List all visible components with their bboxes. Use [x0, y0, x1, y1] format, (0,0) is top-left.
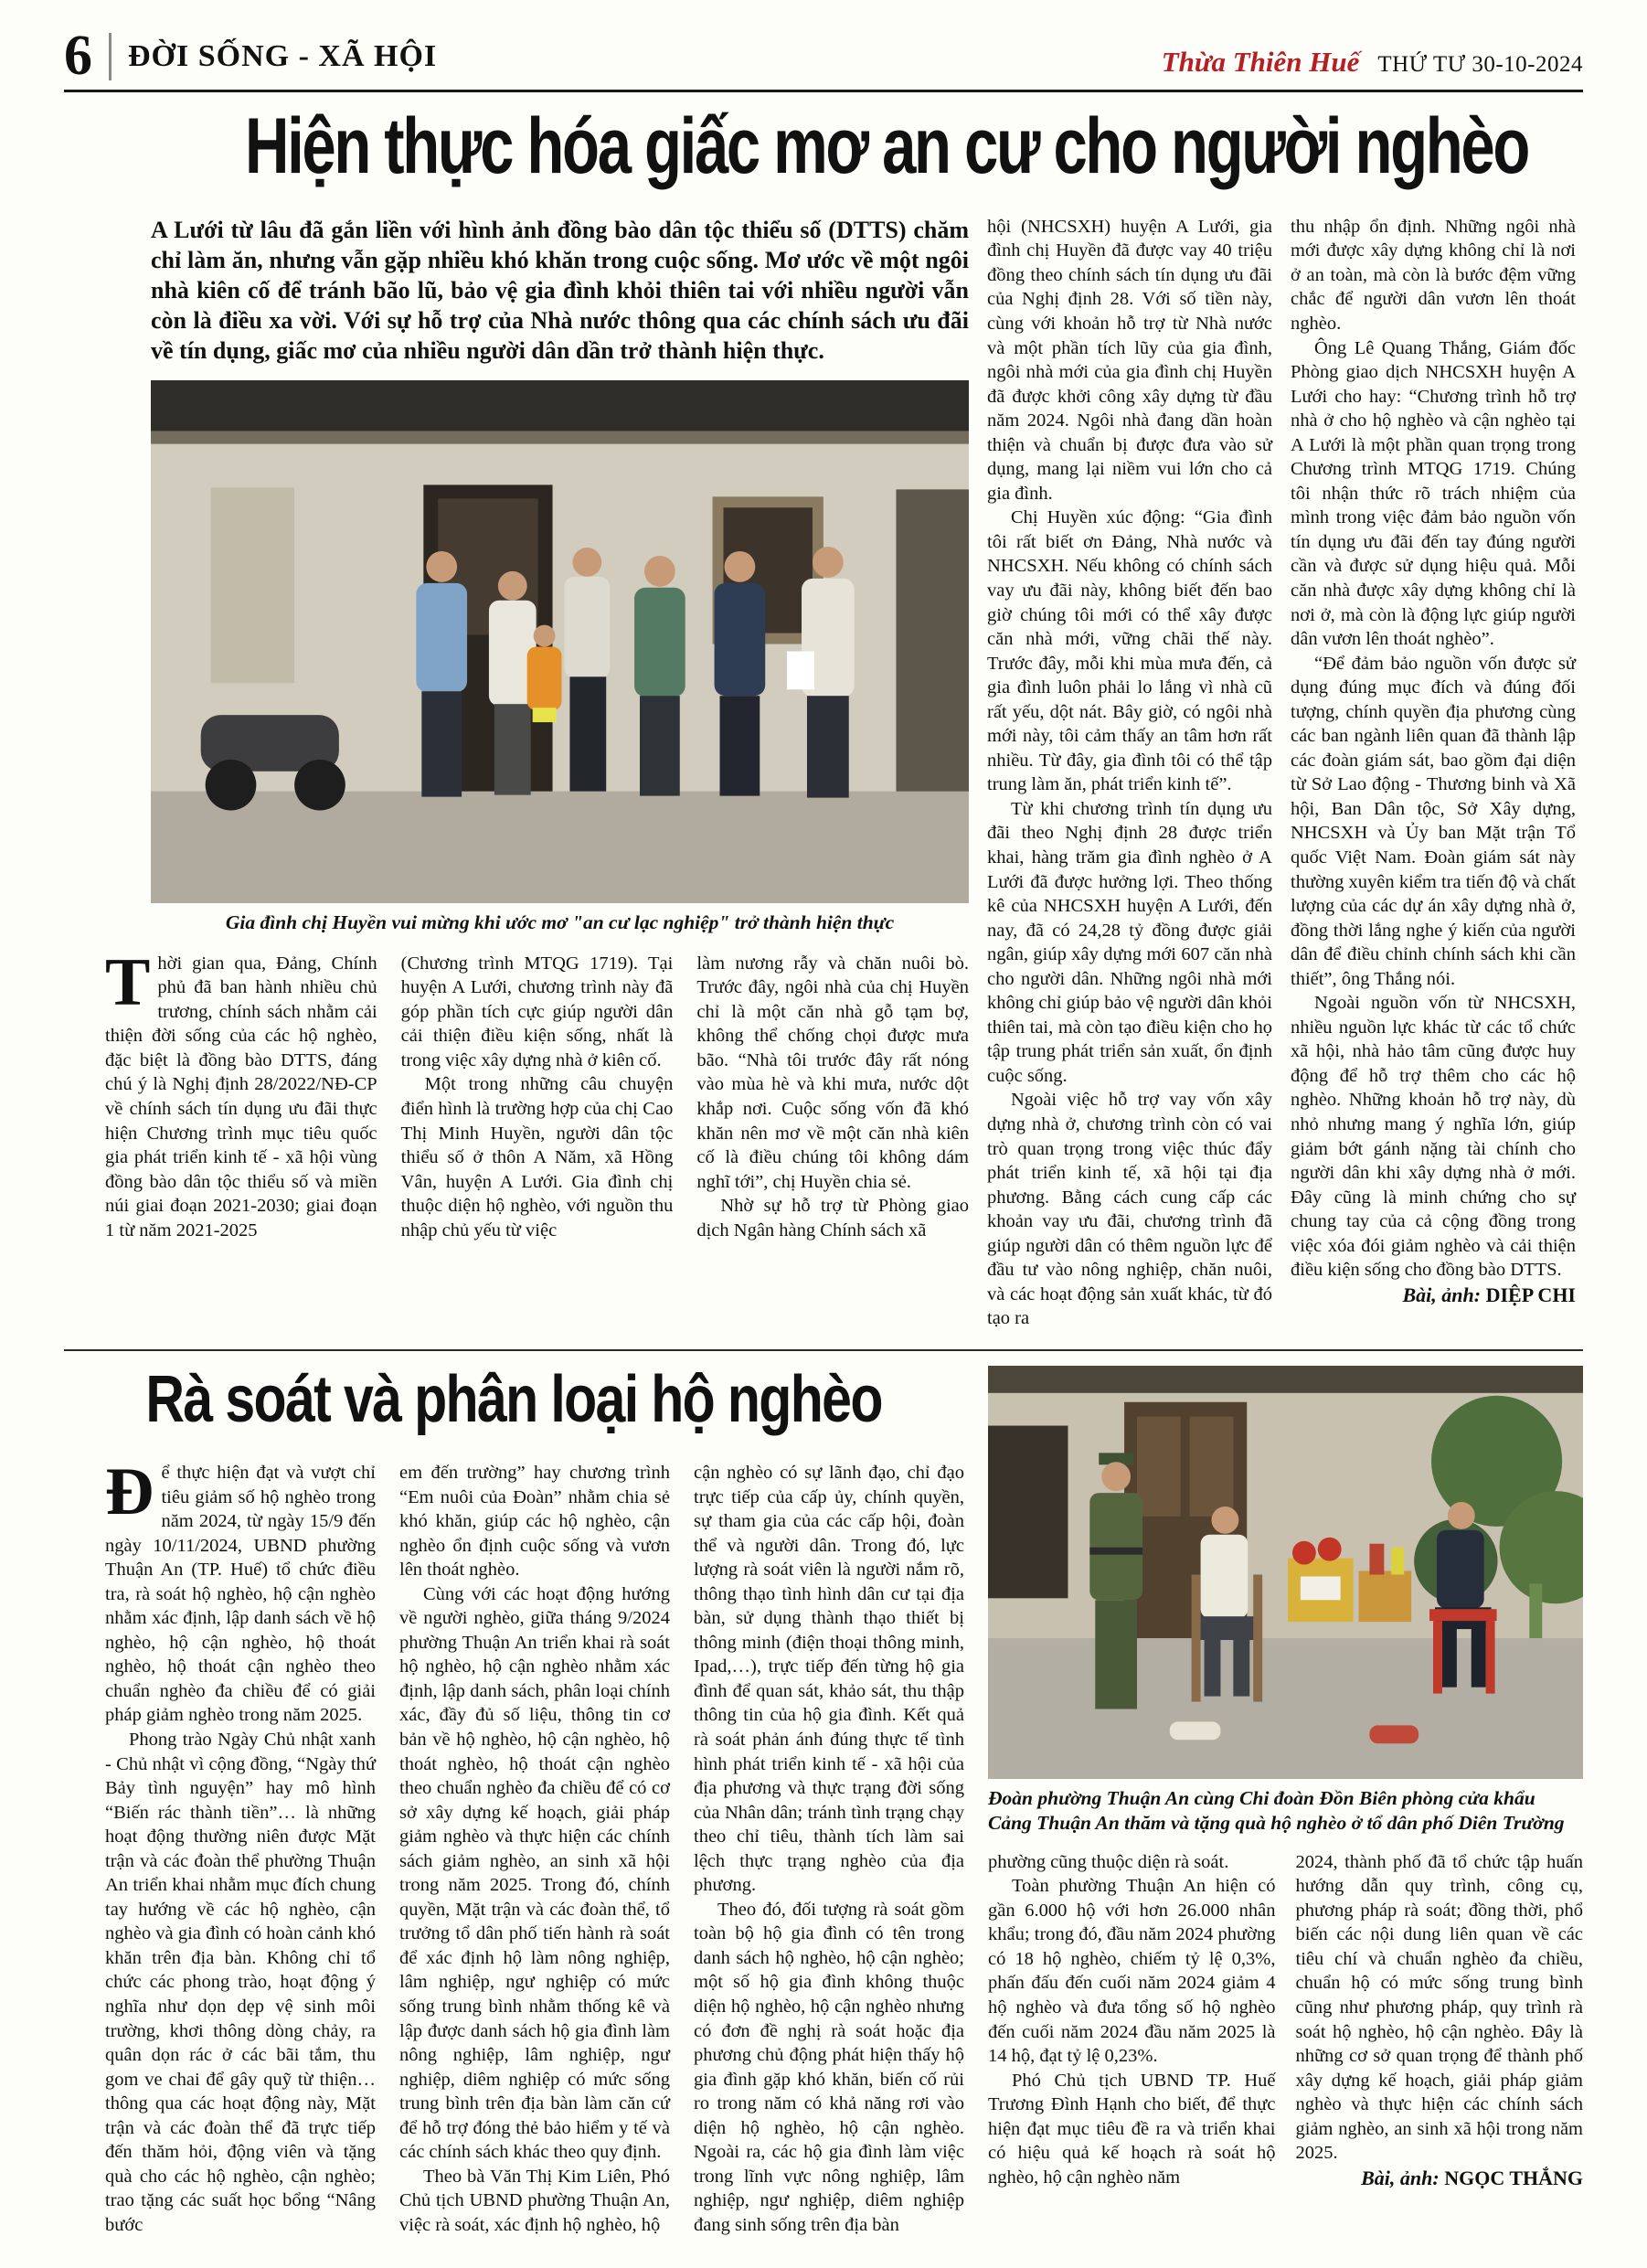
article1-byline-name: DIỆP CHI [1485, 1283, 1576, 1306]
paragraph: Nhờ sự hỗ trợ từ Phòng giao dịch Ngân hàng Chính sách xã [696, 1196, 970, 1240]
article2-byline-label: Bài, ảnh: [1361, 2166, 1440, 2189]
article1-column-b [401, 952, 674, 1243]
article2-body [64, 1362, 1583, 2238]
paragraph: hội (NHCSXH) huyện A Lưới, gia đình chị Huyền đã được vay 40 triệu đồng theo chính sách tín dụng ưu đãi của Nghị định 28. Với số tiền này, cùng với khoản hỗ trợ từ Nhà nước và một phần tích lũy của gia đình, ngôi nhà mới của gia đình chị Huyền đã được khởi công xây dựng từ đầu năm 2024. Ngôi nhà đang dần hoàn thiện và chuẩn bị được đưa vào sử dụng, mang lại niềm vui lớn cho cả gia đình. [987, 216, 1272, 504]
article1-column-c [696, 952, 969, 1243]
newspaper-brand: Thừa Thiên Huế [1161, 45, 1360, 78]
paragraph: Phó Chủ tịch UBND TP. Huế Trương Đình Hạnh cho biết, để thực hiện đạt mục tiêu đề ra và triển khai có hiệu quả kế hoạch rà soát hộ nghèo, hộ cận nghèo năm [988, 2070, 1276, 2188]
article1-column-c-text [696, 952, 969, 1243]
article2-column-b [399, 1461, 670, 2238]
paragraph: em đến trường” hay chương trình “Em nuôi của Đoàn” nhằm chia sẻ khó khăn, giúp các hộ nghèo, cận nghèo ổn định cuộc sống và vươn lên thoát nghèo. [399, 1462, 670, 1581]
paragraph: Một trong những câu chuyện điển hình là trường hợp của chị Cao Thị Minh Huyền, người dân tộc thiểu số ở thôn A Năm, xã Hồng Vân, huyện A Lưới. Gia đình chị thuộc diện hộ nghèo, với nguồn thu nhập chủ yếu từ việc [400, 1074, 674, 1240]
article1-column-a-text: hời gian qua, Đảng, Chính phủ đã ban hành nhiều chủ trương, chính sách nhằm cải thiện đời sống của các hộ nghèo, đặc biệt là đồng bào DTTS, đáng chú ý là Nghị định 28/2022/NĐ-CP về chính sách tín dụng ưu đãi thực hiện Chương trình mục tiêu quốc gia phát triển kinh tế - xã hội vùng đồng bào dân tộc thiểu số và miền núi giai đoạn 2021-2030; giai đoạn 1 từ năm 2021-2025 [105, 953, 377, 1240]
paragraph: Ngoài việc hỗ trợ vay vốn xây dựng nhà ở, chương trình còn có vai trò quan trọng trong việc thúc đẩy phát triển kinh tế, xã hội tại địa phương. Bằng cách cung cấp các khoản vay ưu đãi, chương trình đã giúp người dân có thêm nguồn lực để đầu tư vào nông nghiệp, chăn nuôi, và các hoạt động sản xuất khác, từ đó tạo ra [987, 1090, 1272, 1329]
article2-column-b-text [399, 1461, 670, 2238]
article1-body [64, 215, 1583, 1331]
article2-column-a-more [105, 1728, 376, 2237]
article1-left-block [64, 215, 969, 1331]
article2-column-e-text [1296, 1850, 1584, 2166]
article2-right-block [988, 1366, 1583, 2238]
article1-lead: A Lưới từ lâu đã gắn liền với hình ảnh đồng bào dân tộc thiểu số (DTTS) chăm chỉ làm ăn, nhưng vẫn gặp nhiều khó khăn trong cuộc sống. Mơ ước về một ngôi nhà kiên cố để tránh bão lũ, bảo vệ gia đình khỏi thiên tai với nhiều người vẫn còn là điều xa vời. Với sự hỗ trợ của Nhà nước thông qua các chính sách ưu đãi về tín dụng, giấc mơ của nhiều người dân dần trở thành hiện thực. [151, 216, 969, 364]
article1-column-b-text [401, 952, 674, 1243]
article-divider [64, 1349, 1583, 1351]
masthead-divider [109, 33, 112, 80]
article1-column-d-text [987, 215, 1272, 1331]
masthead [64, 25, 1583, 92]
masthead-left [64, 25, 438, 87]
article1-byline [1291, 1283, 1576, 1308]
article1-bottom-columns [105, 944, 970, 1243]
article1-figure [151, 380, 969, 935]
paragraph: Cùng với các hoạt động hướng về người nghèo, giữa tháng 9/2024 phường Thuận An triển khai rà soát hộ nghèo, hộ cận nghèo nhằm xác định, lập danh sách, phân loại chính xác, đầy đủ số liệu, thông tin cơ bản về hộ nghèo, hộ cận nghèo, hộ thoát nghèo, hộ thoát cận nghèo theo chuẩn nghèo đa chiều để có cơ sở xây dựng kế hoạch, giải pháp giảm nghèo và thực hiện các chính sách giảm nghèo, an sinh xã hội trong năm 2025. Trong đó, chính quyền, Mặt trận và các đoàn thể, tổ trưởng tổ dân phố tiến hành rà soát để xác định hộ làm nông nghiệp, lâm nghiệp, ngư nghiệp có mức sống trung bình nhằm thống kê và lập được danh sách hộ gia đình làm nông nghiệp, lâm nghiệp, ngư nghiệp, diêm nghiệp có mức sống trung bình trên địa bàn làm căn cứ để hỗ trợ đóng thẻ bảo hiểm y tế và các chính sách khác theo quy định. [399, 1583, 670, 2163]
article1-headline: Hiện thực hóa giấc mơ an cư cho người nghèo [244, 101, 1528, 190]
article2-headline: Rà soát và phân loại hộ nghèo [145, 1362, 883, 1436]
paragraph: Ngoài nguồn vốn từ NHCSXH, nhiều nguồn lực khác từ các tổ chức xã hội, nhà hảo tâm cũng được huy động để hỗ trợ thêm cho các hộ nghèo. Những khoản hỗ trợ này, dù nhỏ nhưng mang ý nghĩa lớn, giúp giảm bớt gánh nặng tài chính cho người dân khi xây dựng nhà ở mới. Đây cũng là minh chứng cho sự chung tay của cả cộng đồng trong việc xóa đói giảm nghèo và cải thiện điều kiện sống cho đồng bào DTTS. [1291, 993, 1576, 1281]
article2-byline [1296, 2166, 1584, 2191]
paragraph: Ông Lê Quang Thắng, Giám đốc Phòng giao dịch NHCSXH huyện A Lưới cho hay: “Chương trình hỗ trợ nhà ở cho hộ nghèo và cận nghèo tại A Lưới là một phần quan trọng trong Chương trình MTQG 1719. Chúng tôi nhận thức rõ trách nhiệm của mình trong việc đảm bảo nguồn vốn tín dụng ưu đãi đến tay đúng người cần và được sử dụng hiệu quả. Mỗi căn nhà được xây dựng không chỉ là nơi ở, mà còn là động lực giúp người dân vươn lên thoát nghèo”. [1291, 337, 1576, 650]
paragraph: 2024, thành phố đã tổ chức tập huấn hướng dẫn quy trình, công cụ, phương pháp rà soát; đồng thời, phổ biến các nội dung liên quan về các tiêu chí và chuẩn nghèo đa chiều, chuẩn hộ có mức sống trung bình cũng như phương pháp, quy trình rà soát hộ nghèo, hộ cận nghèo. Đây là những cơ sở quan trọng để thành phố xây dựng kế hoạch, giải pháp giảm nghèo và thực hiện các chính sách giảm nghèo, an sinh xã hội trong năm 2025. [1295, 1851, 1583, 2164]
article1-column-e-text [1291, 215, 1576, 1283]
paragraph: Theo bà Văn Thị Kim Liên, Phó Chủ tịch UBND phường Thuận An, việc rà soát, xác định hộ nghèo, hộ [399, 2166, 670, 2235]
article2-column-a [105, 1453, 376, 2238]
article1-photo-caption: Gia đình chị Huyền vui mừng khi ước mơ "an cư lạc nghiệp" trở thành hiện thực [225, 910, 895, 933]
paragraph: “Để đảm bảo nguồn vốn được sử dụng đúng mục đích và đúng đối tượng, chính quyền địa phương cùng các ban ngành liên quan đã thành lập các đoàn giám sát, bao gồm đại diện từ Sở Lao động - Thương binh và Xã hội, Ban Dân tộc, Sở Xây dựng, NHCSXH và Ủy ban Mặt trận Tổ quốc Việt Nam. Đoàn giám sát này thường xuyên kiểm tra tiến độ và chất lượng của các dự án xây dựng nhà ở, đồng thời lắng nghe ý kiến của người dân để điều chỉnh chính sách khi cần thiết”, ông Thắng nói. [1291, 653, 1576, 989]
article2-column-c [694, 1461, 964, 2238]
article-1 [64, 101, 1583, 1331]
paragraph: thu nhập ổn định. Những ngôi nhà mới được xây dựng không chỉ là nơi ở an toàn, mà còn là bước đệm vững chắc để người dân vươn lên thoát nghèo. [1291, 216, 1576, 334]
paragraph: Chị Huyền xúc động: “Gia đình tôi rất biết ơn Đảng, Nhà nước và NHCSXH. Nếu không có chính sách vay ưu đãi này, không biết đến bao giờ chúng tôi mới có thể xây được căn nhà mới, vững chãi thế này. Trước đây, mỗi khi mùa mưa đến, cả gia đình luôn phải lo lắng vì nhà cũ rất yếu, dột nát. Bây giờ, có ngôi nhà mới này, tôi cảm thấy an tâm hơn rất nhiều. Từ đây, gia đình tôi có thể tập trung làm ăn, phát triển kinh tế”. [987, 507, 1272, 795]
article2-byline-name: NGỌC THẮNG [1444, 2166, 1583, 2189]
article1-column-a [105, 944, 377, 1243]
issue-date: THỨ TƯ 30-10-2024 [1377, 51, 1583, 77]
paragraph: Theo đó, đối tượng rà soát gồm toàn bộ hộ gia đình có tên trong danh sách hộ nghèo, hộ cận nghèo; một số hộ gia đình không thuộc diện hộ nghèo, hộ cận nghèo nhưng có đơn đề nghị rà soát hoặc địa phương chủ động phát hiện thấy hộ gia đình gặp khó khăn, biến cố rủi ro trong năm có khả năng rơi vào diện hộ nghèo, hộ cận nghèo. Ngoài ra, các hộ gia đình làm việc trong lĩnh vực nông nghiệp, lâm nghiệp, ngư nghiệp, diêm nghiệp đang sinh sống trên địa bàn [694, 1899, 964, 2235]
article2-columns [105, 1453, 964, 2238]
masthead-right [1162, 46, 1583, 82]
article1-column-d [987, 215, 1272, 1331]
paragraph: Từ khi chương trình tín dụng ưu đãi theo Nghị định 28 được triển khai, hàng trăm gia đình nghèo ở A Lưới đã được hưởng lợi. Theo thống kê của NHCSXH huyện A Lưới, đến nay, đã có 24,28 tỷ đồng được giải ngân, giúp xây dựng mới 607 căn nhà cho người dân. Những ngôi nhà mới không chỉ giúp bảo vệ người dân khỏi thiên tai, mà còn tạo điều kiện cho họ tập trung phát triển sản xuất, ổn định cuộc sống. [987, 798, 1272, 1086]
article1-column-e [1291, 215, 1576, 1331]
article1-photo [151, 380, 969, 903]
paragraph: phường cũng thuộc diện rà soát. [988, 1851, 1229, 1872]
article1-byline-label: Bài, ảnh: [1402, 1283, 1482, 1306]
article2-left-block [64, 1362, 964, 2238]
paragraph: Phong trào Ngày Chủ nhật xanh - Chủ nhật vì cộng đồng, “Ngày thứ Bảy tình nguyện” hay mô hình “Biến rác thành tiền”… là những hoạt động thường niên được Mặt trận và các đoàn thể phường Thuận An triển khai nhằm mục đích chung tay hướng về các hộ nghèo, cận nghèo và gia đình có hoàn cảnh khó khăn trên địa bàn. Không chỉ tổ chức các phong trào, hoạt động ý nghĩa như dọn dẹp vệ sinh môi trường, khơi thông dòng chảy, ra quân dọn rác ở các bãi tắm, thu gom ve chai để gây quỹ từ thiện… thông qua các hoạt động này, Mặt trận và các đoàn thể đã trực tiếp đến thăm hỏi, động viên và tặng quà cho các hộ nghèo, cận nghèo; trao tặng các suất học bổng “Nâng bước [105, 1729, 376, 2235]
article2-right-columns [988, 1850, 1583, 2192]
article2-dropcap: Đ [105, 1453, 154, 1529]
article2-column-e [1296, 1850, 1584, 2192]
article-2 [64, 1362, 1583, 2238]
paragraph: (Chương trình MTQG 1719). Tại huyện A Lưới, chương trình này đã góp phần tích cực giúp người dân cải thiện điều kiện sống, nhất là trong việc xây dựng nhà ở kiên cố. [400, 953, 674, 1070]
article2-photo [988, 1366, 1583, 1779]
paragraph: cận nghèo có sự lãnh đạo, chỉ đạo trực tiếp của cấp ủy, chính quyền, sự tham gia của các cấp hội, đoàn thể và người dân. Trong đó, lực lượng rà soát viên là người nắm rõ, thông thạo tình hình dân cư tại địa bàn, sử dụng thành thạo thiết bị thông minh (điện thoại thông minh, Ipad,…), trực tiếp đến từng hộ gia đình để quan sát, khảo sát, thu thập thông tin của hộ gia đình. Kết quả rà soát phản ánh đúng thực tế tình hình phát triển kinh tế - xã hội của địa phương và thực trạng đời sống của Nhân dân; tránh tình trạng chạy theo chỉ tiêu, thành tích làm sai lệch thực trạng nghèo của địa phương. [694, 1462, 964, 1896]
article2-column-a-text: ể thực hiện đạt và vượt chỉ tiêu giảm số hộ nghèo trong năm 2024, từ ngày 15/9 đến ngày 10/11/2024, UBND phường Thuận An (TP. Huế) tổ chức điều tra, rà soát hộ nghèo, hộ cận nghèo nhằm xác định, lập danh sách về hộ nghèo, hộ cận nghèo, hộ thoát nghèo, hộ thoát cận nghèo theo chuẩn nghèo đa chiều để có giải pháp giảm nghèo trong năm 2025. [105, 1462, 376, 1726]
page-number: 6 [64, 25, 92, 87]
article2-column-c-text [694, 1461, 964, 2238]
article2-column-d-text [988, 1850, 1276, 2190]
article2-column-d [988, 1850, 1276, 2192]
article2-photo-caption: Đoàn phường Thuận An cùng Chi đoàn Đồn Biên phòng cửa khẩu Cảng Thuận An thăm và tặng quà hộ nghèo ở tổ dân phố Diên Trường [988, 1786, 1565, 1834]
article1-dropcap: T [105, 944, 151, 1020]
paragraph: làm nương rẫy và chăn nuôi bò. Trước đây, ngôi nhà của chị Huyền chỉ là một căn nhà gỗ tạm bợ, không thể chống chọi được mưa bão. “Nhà tôi trước đây rất nóng vào mùa hè và khi mưa, nước dột khắp nơi. Cuộc sống vốn đã khó khăn nên mơ về một căn nhà kiên cố là điều chúng tôi không dám nghĩ tới”, chị Huyền chia sẻ. [696, 953, 970, 1192]
article2-figure [988, 1366, 1583, 1836]
paragraph: Toàn phường Thuận An hiện có gần 6.000 hộ với hơn 26.000 nhân khẩu; trong đó, đầu năm 2024 phường có 18 hộ nghèo, chiếm tỷ lệ 0,3%, phấn đấu đến cuối năm 2024 giảm 4 hộ nghèo và đưa tổng số hộ nghèo đến cuối năm 2024 đầu năm 2025 là 14 hộ, đạt tỷ lệ 0,23%. [988, 1876, 1276, 2067]
section-title: ĐỜI SỐNG - XÃ HỘI [128, 38, 438, 73]
